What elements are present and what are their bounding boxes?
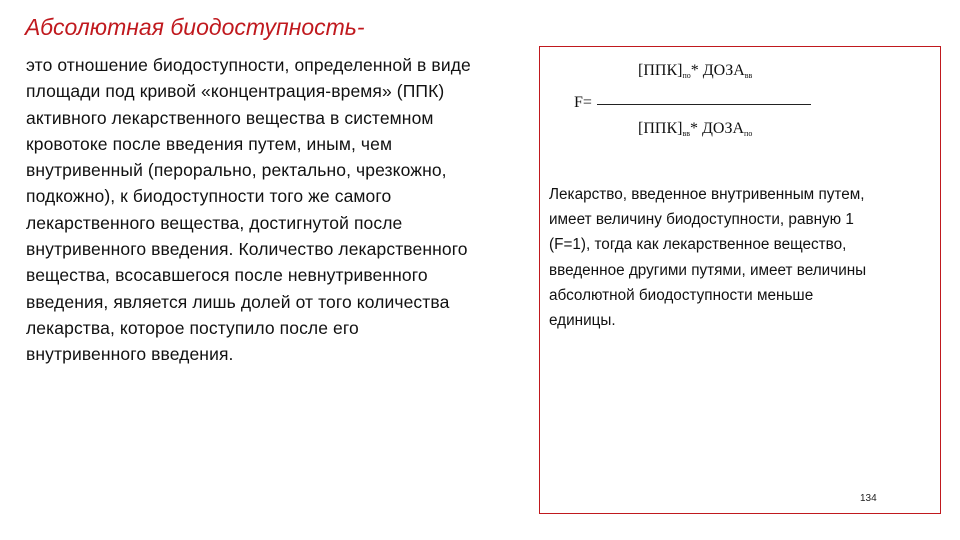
denominator-dose-subscript: по xyxy=(744,129,753,138)
definition-line: внутривенного введения. xyxy=(26,344,234,365)
numerator-dose-subscript: вв xyxy=(744,71,753,80)
definition-line: лекарства, которое поступило после его xyxy=(26,317,359,338)
note-line: Лекарство, введенное внутривенным путем, xyxy=(549,186,865,203)
definition-line: это отношение биодоступности, определенной в виде xyxy=(26,55,471,75)
definition-line: вещества, всосавшегося после невнутривенного xyxy=(26,265,428,286)
numerator-term: [ППК] xyxy=(638,62,683,79)
denominator-dose: * ДОЗА xyxy=(690,120,745,137)
note-line: единицы. xyxy=(549,312,616,330)
definition-line: подкожно), к биодоступности того же самого xyxy=(26,186,392,207)
numerator-dose: * ДОЗА xyxy=(690,62,745,79)
bioavailability-formula xyxy=(540,47,940,157)
definition-line: лекарственного вещества, достигнутой после xyxy=(26,212,403,233)
denominator-term: [ППК] xyxy=(638,120,683,137)
numerator-subscript: по xyxy=(682,71,691,80)
slide-title: Абсолютная биодоступность- xyxy=(25,14,365,40)
definition-text xyxy=(26,52,538,368)
note-line: введенное другими путями, имеет величины xyxy=(549,261,867,279)
note-line: (F=1), тогда как лекарственное вещество, xyxy=(549,236,847,254)
fraction-bar xyxy=(597,104,811,105)
page-number: 134 xyxy=(860,493,877,504)
definition-line: внутривенный (перорально, ректально, чрезкожно, xyxy=(26,160,447,181)
note-line: абсолютной биодоступности меньше xyxy=(549,286,814,304)
denominator-subscript: вв xyxy=(682,129,690,138)
formula-panel xyxy=(539,46,941,514)
definition-line: внутривенного введения. Количество лекарственного xyxy=(26,239,468,260)
formula-lhs: F= xyxy=(574,94,592,111)
note-line: имеет величину биодоступности, равную 1 xyxy=(549,211,854,229)
formula-denominator xyxy=(638,120,752,138)
formula-numerator xyxy=(638,62,752,80)
definition-line: кровотоке после введения путем, иным, чем xyxy=(26,133,393,154)
formula-note xyxy=(549,182,939,333)
definition-line: активного лекарственного вещества в системном xyxy=(26,107,434,128)
definition-line: введения, является лишь долей от того количества xyxy=(26,291,450,312)
definition-line: площади под кривой «концентрация-время» (ППК) xyxy=(26,81,445,102)
